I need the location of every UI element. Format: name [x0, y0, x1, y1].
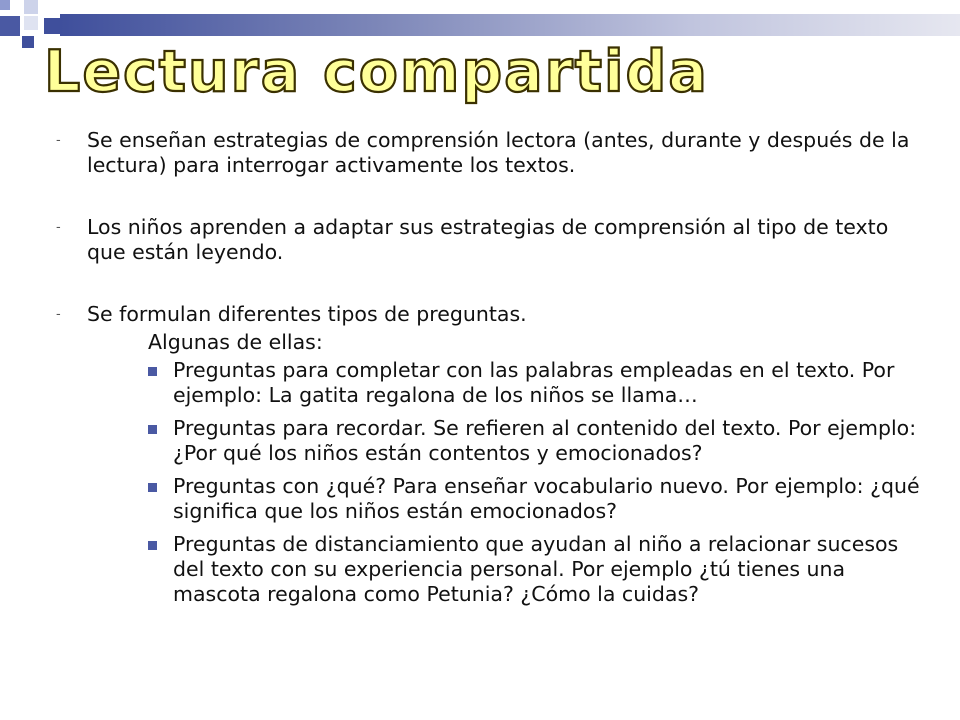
list-item: [50, 302, 930, 327]
header-gradient-bar: [60, 14, 960, 36]
question-types-list: [50, 358, 930, 607]
list-item-text: Preguntas para completar con las palabras empleadas en el texto. Por ejemplo: La gatita regalona de los niños se llama…: [173, 358, 895, 407]
list-item: [50, 128, 930, 178]
list-item: [148, 474, 930, 524]
square-bullet-icon: [148, 541, 157, 550]
sub-list-intro: Algunas de ellas:: [148, 330, 323, 354]
slide-body: [50, 128, 930, 615]
dash-bullet-icon: -: [56, 307, 61, 322]
list-item-text: Preguntas de distanciamiento que ayudan al niño a relacionar sucesos del texto con su experiencia personal. Por ejemplo ¿tú tienes una mascota regalona como Petunia? ¿Cómo la cuidas?: [173, 532, 899, 606]
dash-bullet-icon: -: [56, 133, 61, 148]
slide-title: Lectura compartida: [44, 39, 709, 105]
list-item: [148, 358, 930, 408]
square-bullet-icon: [148, 483, 157, 492]
square-bullet-icon: [148, 425, 157, 434]
list-item-text: Los niños aprenden a adaptar sus estrategias de comprensión al tipo de texto que están leyendo.: [87, 215, 889, 264]
list-item-text: Se formulan diferentes tipos de preguntas.: [87, 302, 527, 326]
list-item-text: Preguntas con ¿qué? Para enseñar vocabulario nuevo. Por ejemplo: ¿qué significa que los niños están emocionados?: [173, 474, 920, 523]
square-bullet-icon: [148, 367, 157, 376]
list-item-text: Se enseñan estrategias de comprensión lectora (antes, durante y después de la lectura) para interrogar activamente los textos.: [87, 128, 910, 177]
list-item: [148, 532, 930, 607]
dash-bullet-icon: -: [56, 220, 61, 235]
list-item: [148, 416, 930, 466]
list-item-text: Preguntas para recordar. Se refieren al contenido del texto. Por ejemplo: ¿Por qué los niños están contentos y emocionados?: [173, 416, 917, 465]
list-item: [50, 215, 930, 265]
